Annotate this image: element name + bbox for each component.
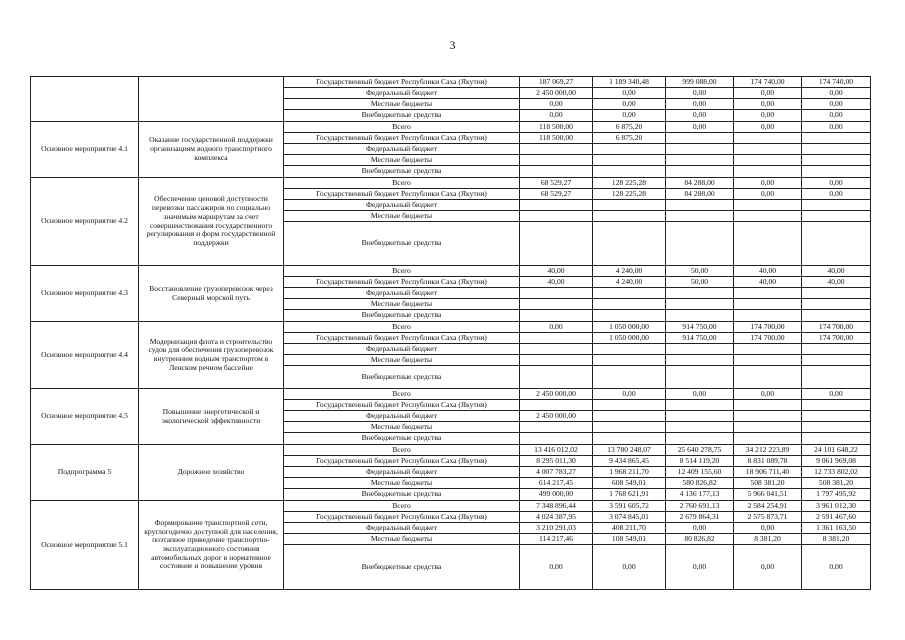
amount-cell: 4 240,00	[593, 266, 666, 277]
program-name-cell: Основное мероприятие 4.5	[31, 389, 139, 445]
program-description-cell	[139, 77, 284, 122]
amount-cell: 1 968 211,70	[593, 467, 666, 478]
amount-cell: 68 529,27	[520, 189, 593, 200]
funding-source-cell: Всего	[284, 322, 520, 333]
amount-cell: 0,00	[802, 389, 871, 400]
amount-cell: 34 212 223,89	[734, 445, 802, 456]
budget-table	[30, 76, 871, 590]
amount-cell: 0,00	[520, 322, 593, 333]
funding-source-cell: Местные бюджеты	[284, 478, 520, 489]
amount-cell: 0,00	[593, 88, 666, 99]
amount-cell	[802, 355, 871, 366]
funding-source-cell: Внебюджетные средства	[284, 433, 520, 445]
amount-cell: 2 450 000,00	[520, 411, 593, 422]
amount-cell	[734, 344, 802, 355]
amount-cell: 40,00	[520, 277, 593, 288]
amount-cell: 12 409 155,60	[666, 467, 734, 478]
amount-cell	[802, 299, 871, 310]
program-name-cell: Основное мероприятие 4.3	[31, 266, 139, 322]
amount-cell	[734, 155, 802, 166]
table-row	[31, 122, 871, 133]
funding-source-cell: Всего	[284, 122, 520, 133]
amount-cell: 80 826,82	[666, 534, 734, 545]
funding-source-cell: Государственный бюджет Республики Саха (Якутия)	[284, 512, 520, 523]
amount-cell	[666, 200, 734, 211]
amount-cell	[666, 355, 734, 366]
amount-cell: 128 225,28	[593, 178, 666, 189]
amount-cell: 13 780 248,07	[593, 445, 666, 456]
table-row	[31, 322, 871, 333]
program-name-cell: Основное мероприятие 4.2	[31, 178, 139, 266]
amount-cell: 40,00	[802, 266, 871, 277]
funding-source-cell: Федеральный бюджет	[284, 88, 520, 99]
amount-cell: 174 700,00	[734, 333, 802, 344]
funding-source-cell: Всего	[284, 389, 520, 400]
amount-cell	[734, 200, 802, 211]
amount-cell	[802, 344, 871, 355]
amount-cell: 0,00	[593, 110, 666, 122]
amount-cell	[734, 355, 802, 366]
amount-cell	[593, 288, 666, 299]
amount-cell: 8 831 089,78	[734, 456, 802, 467]
program-description-cell: Формирование транспортной сети, круглогодично доступной для населения, поэтапное приведение транспортно-эксплуатационного состояния автомобильных дорог в нормативное состояние и повышение уровня	[139, 501, 284, 590]
amount-cell: 999 088,00	[666, 77, 734, 88]
funding-source-cell: Федеральный бюджет	[284, 344, 520, 355]
funding-source-cell: Государственный бюджет Республики Саха (Якутия)	[284, 189, 520, 200]
amount-cell	[734, 299, 802, 310]
funding-source-cell: Местные бюджеты	[284, 155, 520, 166]
amount-cell: 914 750,00	[666, 333, 734, 344]
funding-source-cell: Местные бюджеты	[284, 355, 520, 366]
amount-cell: 1 768 621,91	[593, 489, 666, 501]
amount-cell	[802, 288, 871, 299]
amount-cell	[802, 133, 871, 144]
table-row	[31, 77, 871, 88]
amount-cell: 508 381,20	[734, 478, 802, 489]
amount-cell	[802, 211, 871, 222]
funding-source-cell: Местные бюджеты	[284, 534, 520, 545]
amount-cell: 0,00	[593, 99, 666, 110]
amount-cell	[593, 166, 666, 178]
amount-cell: 0,00	[666, 545, 734, 590]
funding-source-cell: Внебюджетные средства	[284, 222, 520, 266]
amount-cell: 40,00	[520, 266, 593, 277]
amount-cell: 0,00	[802, 189, 871, 200]
amount-cell	[666, 422, 734, 433]
amount-cell	[666, 411, 734, 422]
amount-cell: 174 740,00	[802, 77, 871, 88]
amount-cell: 40,00	[734, 277, 802, 288]
table-row	[31, 266, 871, 277]
amount-cell	[734, 144, 802, 155]
amount-cell	[593, 433, 666, 445]
amount-cell: 0,00	[734, 99, 802, 110]
program-name-cell	[31, 77, 139, 122]
amount-cell	[666, 211, 734, 222]
amount-cell: 68 529,27	[520, 178, 593, 189]
amount-cell: 4 240,00	[593, 277, 666, 288]
amount-cell: 0,00	[802, 88, 871, 99]
amount-cell	[520, 155, 593, 166]
funding-source-cell: Всего	[284, 501, 520, 512]
amount-cell	[734, 366, 802, 389]
amount-cell	[520, 222, 593, 266]
amount-cell: 614 217,45	[520, 478, 593, 489]
amount-cell	[593, 211, 666, 222]
amount-cell: 84 288,00	[666, 178, 734, 189]
amount-cell: 2 575 873,71	[734, 512, 802, 523]
amount-cell	[802, 400, 871, 411]
amount-cell: 6 875,20	[593, 122, 666, 133]
amount-cell	[734, 288, 802, 299]
program-description-cell: Обеспечение ценовой доступности перевозки пассажиров по социально значимым маршрутам за счет совершенствования государственного регулирования и форм государственной поддержки	[139, 178, 284, 266]
amount-cell	[520, 333, 593, 344]
amount-cell	[593, 144, 666, 155]
program-description-cell: Оказание государственной поддержки организациям водного транспортного комплекса	[139, 122, 284, 178]
amount-cell: 25 640 278,75	[666, 445, 734, 456]
amount-cell: 0,00	[734, 178, 802, 189]
amount-cell	[666, 366, 734, 389]
amount-cell: 0,00	[734, 110, 802, 122]
amount-cell	[666, 222, 734, 266]
amount-cell: 0,00	[666, 99, 734, 110]
amount-cell: 0,00	[734, 189, 802, 200]
amount-cell: 7 348 896,44	[520, 501, 593, 512]
program-name-cell: Основное мероприятие 4.1	[31, 122, 139, 178]
amount-cell: 1 797 495,92	[802, 489, 871, 501]
amount-cell	[734, 211, 802, 222]
amount-cell	[802, 155, 871, 166]
amount-cell: 408 211,70	[593, 523, 666, 534]
amount-cell: 0,00	[802, 178, 871, 189]
amount-cell	[666, 166, 734, 178]
amount-cell: 3 961 012,30	[802, 501, 871, 512]
amount-cell	[520, 288, 593, 299]
amount-cell: 13 416 012,02	[520, 445, 593, 456]
amount-cell: 5 966 041,51	[734, 489, 802, 501]
amount-cell	[802, 433, 871, 445]
program-description-cell: Повышение энергетической и экологической эффективности	[139, 389, 284, 445]
amount-cell	[520, 433, 593, 445]
amount-cell: 0,00	[666, 88, 734, 99]
amount-cell	[734, 411, 802, 422]
funding-source-cell: Местные бюджеты	[284, 99, 520, 110]
amount-cell: 9 434 865,45	[593, 456, 666, 467]
table-row	[31, 178, 871, 189]
amount-cell: 0,00	[802, 110, 871, 122]
amount-cell	[802, 222, 871, 266]
funding-source-cell: Внебюджетные средства	[284, 489, 520, 501]
program-description-cell: Дорожное хозяйство	[139, 445, 284, 501]
amount-cell: 108 549,01	[593, 534, 666, 545]
funding-source-cell: Местные бюджеты	[284, 211, 520, 222]
amount-cell: 174 740,00	[734, 77, 802, 88]
amount-cell: 50,00	[666, 277, 734, 288]
amount-cell	[520, 400, 593, 411]
amount-cell	[593, 355, 666, 366]
amount-cell: 12 733 802,02	[802, 467, 871, 478]
funding-source-cell: Государственный бюджет Республики Саха (Якутия)	[284, 400, 520, 411]
amount-cell	[802, 166, 871, 178]
amount-cell: 174 700,00	[802, 322, 871, 333]
amount-cell	[734, 433, 802, 445]
amount-cell	[666, 144, 734, 155]
amount-cell	[666, 299, 734, 310]
amount-cell	[802, 411, 871, 422]
amount-cell: 174 700,00	[802, 333, 871, 344]
amount-cell: 4 007 783,27	[520, 467, 593, 478]
amount-cell: 0,00	[734, 389, 802, 400]
amount-cell: 499 000,00	[520, 489, 593, 501]
amount-cell: 84 288,00	[666, 189, 734, 200]
amount-cell: 0,00	[666, 523, 734, 534]
amount-cell: 0,00	[666, 110, 734, 122]
amount-cell	[593, 400, 666, 411]
amount-cell: 6 875,20	[593, 133, 666, 144]
amount-cell	[666, 433, 734, 445]
amount-cell: 24 101 648,22	[802, 445, 871, 456]
amount-cell: 3 074 845,01	[593, 512, 666, 523]
amount-cell: 3 210 291,03	[520, 523, 593, 534]
amount-cell: 2 584 254,91	[734, 501, 802, 512]
funding-source-cell: Государственный бюджет Республики Саха (Якутия)	[284, 133, 520, 144]
funding-source-cell: Государственный бюджет Республики Саха (Якутия)	[284, 456, 520, 467]
funding-source-cell: Государственный бюджет Республики Саха (Якутия)	[284, 77, 520, 88]
amount-cell: 3 591 605,72	[593, 501, 666, 512]
program-name-cell: Основное мероприятие 5.1	[31, 501, 139, 590]
amount-cell	[593, 422, 666, 433]
program-description-cell: Восстановление грузоперевозок через Северный морской путь	[139, 266, 284, 322]
amount-cell: 0,00	[734, 545, 802, 590]
funding-source-cell: Федеральный бюджет	[284, 288, 520, 299]
amount-cell: 18 906 711,40	[734, 467, 802, 478]
amount-cell	[666, 344, 734, 355]
amount-cell	[593, 299, 666, 310]
funding-source-cell: Федеральный бюджет	[284, 467, 520, 478]
amount-cell: 0,00	[734, 122, 802, 133]
funding-source-cell: Внебюджетные средства	[284, 545, 520, 590]
amount-cell: 0,00	[802, 122, 871, 133]
amount-cell: 187 069,27	[520, 77, 593, 88]
amount-cell: 0,00	[593, 545, 666, 590]
amount-cell: 2 450 000,00	[520, 88, 593, 99]
amount-cell: 9 061 969,08	[802, 456, 871, 467]
funding-source-cell: Федеральный бюджет	[284, 523, 520, 534]
amount-cell: 0,00	[802, 545, 871, 590]
amount-cell	[734, 400, 802, 411]
amount-cell	[520, 355, 593, 366]
amount-cell	[520, 211, 593, 222]
table-row	[31, 445, 871, 456]
amount-cell: 0,00	[666, 389, 734, 400]
amount-cell	[593, 344, 666, 355]
amount-cell	[593, 310, 666, 322]
amount-cell	[666, 155, 734, 166]
amount-cell	[802, 310, 871, 322]
amount-cell: 8 514 119,20	[666, 456, 734, 467]
amount-cell	[734, 133, 802, 144]
amount-cell: 4 024 387,95	[520, 512, 593, 523]
amount-cell: 2 760 691,13	[666, 501, 734, 512]
amount-cell	[520, 422, 593, 433]
amount-cell	[593, 155, 666, 166]
amount-cell: 118 500,00	[520, 122, 593, 133]
funding-source-cell: Федеральный бюджет	[284, 144, 520, 155]
amount-cell: 1 361 163,50	[802, 523, 871, 534]
amount-cell: 0,00	[520, 99, 593, 110]
funding-source-cell: Внебюджетные средства	[284, 110, 520, 122]
amount-cell	[734, 422, 802, 433]
amount-cell	[666, 400, 734, 411]
amount-cell	[593, 200, 666, 211]
amount-cell	[802, 200, 871, 211]
amount-cell	[666, 288, 734, 299]
funding-source-cell: Федеральный бюджет	[284, 200, 520, 211]
funding-source-cell: Местные бюджеты	[284, 422, 520, 433]
program-name-cell: Подпрограмма 5	[31, 445, 139, 501]
amount-cell: 1 050 000,00	[593, 333, 666, 344]
program-name-cell: Основное мероприятие 4.4	[31, 322, 139, 389]
amount-cell: 608 549,01	[593, 478, 666, 489]
amount-cell: 40,00	[802, 277, 871, 288]
amount-cell	[520, 310, 593, 322]
table-row	[31, 389, 871, 400]
amount-cell: 2 679 864,31	[666, 512, 734, 523]
amount-cell: 8 381,20	[734, 534, 802, 545]
amount-cell	[520, 344, 593, 355]
amount-cell: 1 050 000,00	[593, 322, 666, 333]
amount-cell: 174 700,00	[734, 322, 802, 333]
funding-source-cell: Всего	[284, 178, 520, 189]
amount-cell: 508 381,20	[802, 478, 871, 489]
funding-source-cell: Внебюджетные средства	[284, 166, 520, 178]
amount-cell: 0,00	[520, 545, 593, 590]
amount-cell: 0,00	[802, 99, 871, 110]
amount-cell: 580 826,82	[666, 478, 734, 489]
amount-cell: 8 295 011,30	[520, 456, 593, 467]
amount-cell	[666, 133, 734, 144]
funding-source-cell: Федеральный бюджет	[284, 411, 520, 422]
amount-cell	[593, 366, 666, 389]
amount-cell	[520, 166, 593, 178]
amount-cell: 118 500,00	[520, 133, 593, 144]
funding-source-cell: Внебюджетные средства	[284, 366, 520, 389]
amount-cell: 40,00	[734, 266, 802, 277]
amount-cell: 0,00	[666, 122, 734, 133]
funding-source-cell: Всего	[284, 445, 520, 456]
amount-cell: 4 136 177,13	[666, 489, 734, 501]
amount-cell	[734, 166, 802, 178]
amount-cell: 50,00	[666, 266, 734, 277]
amount-cell: 2 450 000,00	[520, 389, 593, 400]
amount-cell: 0,00	[734, 523, 802, 534]
amount-cell: 2 591 467,60	[802, 512, 871, 523]
amount-cell: 114 217,46	[520, 534, 593, 545]
amount-cell: 0,00	[734, 88, 802, 99]
amount-cell: 8 381,20	[802, 534, 871, 545]
funding-source-cell: Всего	[284, 266, 520, 277]
funding-source-cell: Государственный бюджет Республики Саха (Якутия)	[284, 333, 520, 344]
table-row	[31, 501, 871, 512]
amount-cell	[520, 200, 593, 211]
amount-cell: 0,00	[593, 389, 666, 400]
program-description-cell: Модернизация флота и строительство судов для обеспечения грузоперевозок внутренним водным транспортом в Ленском речном бассейне	[139, 322, 284, 389]
amount-cell	[520, 366, 593, 389]
amount-cell: 0,00	[520, 110, 593, 122]
amount-cell: 914 750,00	[666, 322, 734, 333]
amount-cell	[593, 222, 666, 266]
amount-cell	[593, 411, 666, 422]
amount-cell: 1 189 340,48	[593, 77, 666, 88]
funding-source-cell: Местные бюджеты	[284, 299, 520, 310]
funding-source-cell: Государственный бюджет Республики Саха (Якутия)	[284, 277, 520, 288]
funding-source-cell: Внебюджетные средства	[284, 310, 520, 322]
amount-cell	[802, 422, 871, 433]
page-number: 3	[449, 38, 456, 52]
amount-cell	[520, 144, 593, 155]
amount-cell	[734, 222, 802, 266]
amount-cell	[802, 366, 871, 389]
amount-cell: 128 225,28	[593, 189, 666, 200]
amount-cell	[734, 310, 802, 322]
amount-cell	[520, 299, 593, 310]
amount-cell	[666, 310, 734, 322]
amount-cell	[802, 144, 871, 155]
